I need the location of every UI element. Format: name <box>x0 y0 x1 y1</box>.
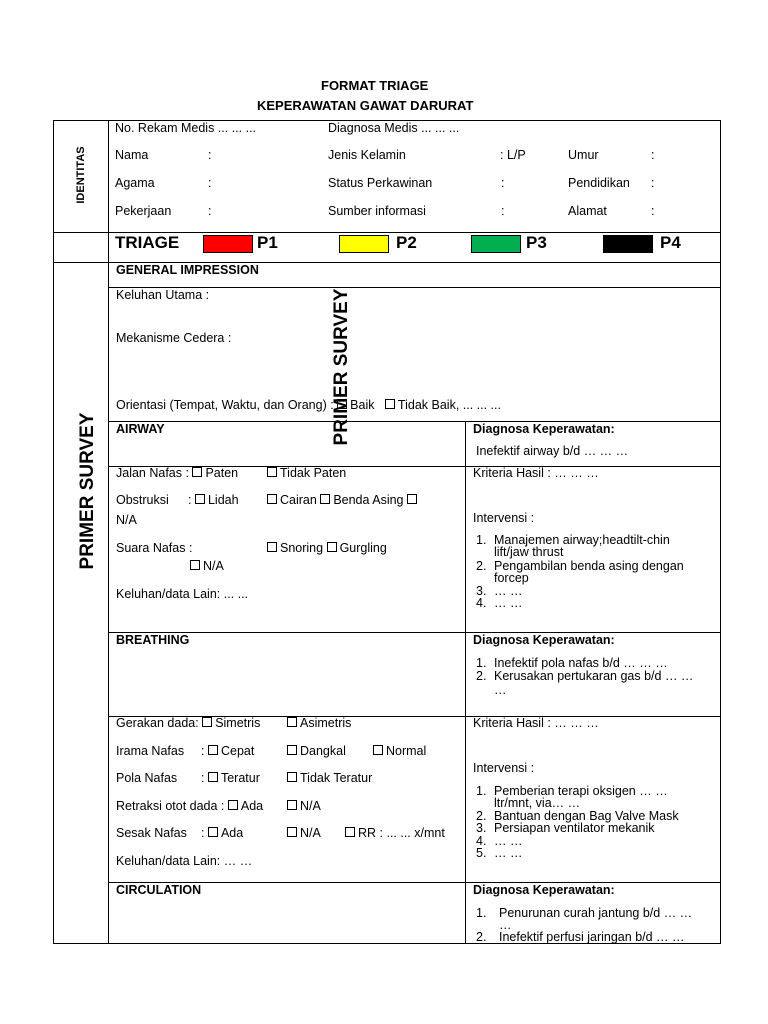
breathing-intervention-line: Pemberian terapi oksigen … … <box>494 784 668 798</box>
airway-diagnosa-heading: Diagnosa Keperawatan: <box>473 422 615 436</box>
tidak-teratur-option <box>287 771 372 785</box>
breathing-intervention-num: 4. <box>476 834 487 848</box>
irama-nafas-label: Irama Nafas <box>116 744 185 758</box>
alamat-label: Alamat <box>568 204 607 218</box>
triage-p4-label: P4 <box>660 233 681 252</box>
sesak-ada-option <box>201 826 243 840</box>
cepat-label: Cepat <box>220 744 255 758</box>
rr-label: RR : ... ... x/mnt <box>358 826 445 840</box>
breathing-diagnosa-heading: Diagnosa Keperawatan: <box>473 633 615 647</box>
dangkal-checkbox[interactable] <box>287 745 297 755</box>
agama-label: Agama <box>115 176 155 190</box>
dangkal-option <box>287 744 346 758</box>
column-divider <box>108 120 109 943</box>
teratur-option <box>201 771 260 785</box>
breathing-diagnosa-line: Kerusakan pertukaran gas b/d … … <box>494 669 694 683</box>
general-impression-heading: GENERAL IMPRESSION <box>116 263 259 277</box>
cairan-label: Cairan <box>280 493 317 507</box>
obstruksi-colon: : <box>188 493 192 507</box>
retraksi-na-option <box>287 799 321 813</box>
nama-label: Nama <box>115 148 149 162</box>
snoring-label: Snoring <box>280 541 324 555</box>
retraksi-na-label: N/A <box>300 799 321 813</box>
tidak-teratur-checkbox[interactable] <box>287 772 297 782</box>
circulation-diagnosa-line: Inefektif perfusi jaringan b/d … … <box>499 930 685 944</box>
airway-intervention-line: lift/jaw thrust <box>494 545 564 559</box>
breathing-diagnosa-line: Inefektif pola nafas b/d … … … <box>494 656 668 670</box>
lidah-label: Lidah <box>207 493 239 507</box>
airway-intervention-num: 1. <box>476 533 487 547</box>
irama-colon: : <box>201 744 205 758</box>
jalan-nafas-label: Jalan Nafas : <box>116 466 189 480</box>
umur-label: Umur <box>568 148 599 162</box>
triage-p2-swatch[interactable] <box>339 235 389 253</box>
teratur-checkbox[interactable] <box>208 772 218 782</box>
status-perkawinan-label: Status Perkawinan <box>328 176 433 190</box>
teratur-label: Teratur <box>220 771 260 785</box>
sesak-ada-checkbox[interactable] <box>208 827 218 837</box>
no-rekam-medis: No. Rekam Medis ... ... ... <box>115 121 257 135</box>
retraksi-ada-label: Ada <box>240 799 264 813</box>
asimetris-label: Asimetris <box>300 716 352 730</box>
orientasi-baik-label: Baik <box>350 398 375 412</box>
simetris-checkbox[interactable] <box>202 717 212 727</box>
tidak-paten-option <box>267 466 346 480</box>
primer-survey-side-label: PRIMER SURVEY <box>77 412 98 570</box>
snoring-checkbox[interactable] <box>267 542 277 552</box>
pola-colon: : <box>201 771 205 785</box>
breathing-kriteria-hasil: Kriteria Hasil : … … … <box>473 716 599 730</box>
breathing-intervensi-label: Intervensi : <box>473 761 535 775</box>
status-perkawinan-colon: : <box>501 176 505 190</box>
circulation-diagnosa-heading: Diagnosa Keperawatan: <box>473 883 615 897</box>
airway-intervention-line: forcep <box>494 571 529 585</box>
airway-keluhan-label: Keluhan/data Lain: ... ... <box>116 587 249 601</box>
orientasi-label: Orientasi (Tempat, Waktu, dan Orang) : <box>116 398 334 412</box>
circulation-heading: CIRCULATION <box>116 883 202 897</box>
obstruksi-label: Obstruksi <box>116 493 169 507</box>
jalan-nafas-row <box>116 466 238 480</box>
obstruksi-lidah-option <box>188 493 239 507</box>
circulation-diagnosa-line: Penurunan curah jantung b/d … … <box>499 906 693 920</box>
pekerjaan-label: Pekerjaan <box>115 204 172 218</box>
retraksi-na-checkbox[interactable] <box>287 800 297 810</box>
suara-na-label: N/A <box>203 559 224 573</box>
breathing-intervention-line: Persiapan ventilator mekanik <box>494 821 655 835</box>
sesak-ada-label: Ada <box>220 826 244 840</box>
irama-cepat-option <box>201 744 254 758</box>
airway-kriteria-hasil: Kriteria Hasil : … … … <box>473 466 599 480</box>
rr-checkbox[interactable] <box>345 827 355 837</box>
retraksi-label: Retraksi otot dada : <box>116 799 225 813</box>
airway-intervention-num: 2. <box>476 559 487 573</box>
tidak-teratur-label: Tidak Teratur <box>300 771 373 785</box>
form-title: FORMAT TRIAGE <box>321 78 429 93</box>
alamat-colon: : <box>651 204 655 218</box>
column-divider <box>465 421 466 943</box>
airway-intervention-line: … … <box>494 584 523 598</box>
retraksi-row <box>116 799 263 813</box>
breathing-intervention-num: 5. <box>476 846 487 860</box>
breathing-diagnosa-num: 2. <box>476 669 487 683</box>
cairan-checkbox[interactable] <box>267 494 277 504</box>
breathing-intervention-num: 3. <box>476 821 487 835</box>
tidak-paten-checkbox[interactable] <box>267 467 277 477</box>
gerakan-dada-row <box>116 716 260 730</box>
pola-nafas-label: Pola Nafas <box>116 771 178 785</box>
paten-label: Paten <box>205 466 239 480</box>
triage-p3-label: P3 <box>526 233 547 252</box>
airway-intervention-num: 3. <box>476 584 487 598</box>
obstruksi-na-label: N/A <box>116 513 137 527</box>
breathing-intervention-line: … … <box>494 846 523 860</box>
row-divider <box>108 421 721 422</box>
circulation-diagnosa-num: 2. <box>476 930 487 944</box>
jenis-kelamin-label: Jenis Kelamin <box>328 148 406 162</box>
sesak-colon: : <box>201 826 205 840</box>
benda-asing-checkbox[interactable] <box>320 494 330 504</box>
benda-asing-label: Benda Asing <box>333 493 404 507</box>
orientasi-tidak-baik-checkbox[interactable] <box>385 399 395 409</box>
triage-label: TRIAGE <box>115 233 180 252</box>
retraksi-ada-checkbox[interactable] <box>228 800 238 810</box>
diagnosa-medis: Diagnosa Medis ... ... ... <box>328 121 460 135</box>
breathing-intervention-num: 2. <box>476 809 487 823</box>
nama-colon: : <box>208 148 212 162</box>
breathing-diagnosa-line: … <box>494 683 507 697</box>
table-border-right <box>720 120 721 943</box>
sesak-nafas-label: Sesak Nafas <box>116 826 187 840</box>
airway-heading: AIRWAY <box>116 422 165 436</box>
row-divider <box>108 632 721 633</box>
airway-intervensi-label: Intervensi : <box>473 511 535 525</box>
normal-option <box>373 744 426 758</box>
rr-option <box>345 826 445 840</box>
breathing-diagnosa-num: 1. <box>476 656 487 670</box>
mekanisme-cedera-label: Mekanisme Cedera : <box>116 331 232 345</box>
primer-survey-center-label: PRIMER SURVEY <box>331 288 352 446</box>
triage-p2-label: P2 <box>396 233 417 252</box>
triage-p4-swatch[interactable] <box>603 235 653 253</box>
breathing-intervention-num: 1. <box>476 784 487 798</box>
asimetris-option <box>287 716 351 730</box>
normal-label: Normal <box>386 744 427 758</box>
normal-checkbox[interactable] <box>373 745 383 755</box>
umur-colon: : <box>651 148 655 162</box>
airway-intervention-num: 4. <box>476 596 487 610</box>
paten-checkbox[interactable] <box>192 467 202 477</box>
orientasi-tidak-baik-label: Tidak Baik, ... ... ... <box>397 398 501 412</box>
lidah-checkbox[interactable] <box>195 494 205 504</box>
identitas-label: IDENTITAS <box>75 146 87 204</box>
obstruksi-others <box>267 493 420 507</box>
pendidikan-colon: : <box>651 176 655 190</box>
orientasi-row <box>116 398 501 412</box>
cepat-checkbox[interactable] <box>208 745 218 755</box>
breathing-intervention-line: ltr/mnt, via… … <box>494 796 581 810</box>
sesak-na-label: N/A <box>300 826 321 840</box>
triage-p1-label: P1 <box>257 233 278 252</box>
simetris-label: Simetris <box>215 716 261 730</box>
sesak-na-option <box>287 826 321 840</box>
airway-intervention-line: Pengambilan benda asing dengan <box>494 559 684 573</box>
airway-diagnosa-item: Inefektif airway b/d … … … <box>476 444 629 458</box>
dangkal-label: Dangkal <box>300 744 346 758</box>
breathing-keluhan-label: Keluhan/data Lain: … … <box>116 854 253 868</box>
suara-na-checkbox[interactable] <box>190 560 200 570</box>
obstruksi-na-checkbox[interactable] <box>407 494 417 504</box>
orientasi-baik-checkbox[interactable] <box>337 399 347 409</box>
triage-p3-swatch[interactable] <box>471 235 521 253</box>
sesak-na-checkbox[interactable] <box>287 827 297 837</box>
jenis-kelamin-value: : L/P <box>500 148 526 162</box>
suara-nafas-options <box>267 541 387 555</box>
circulation-diagnosa-line: … <box>499 918 512 932</box>
breathing-heading: BREATHING <box>116 633 190 647</box>
triage-p1-swatch[interactable] <box>203 235 253 253</box>
agama-colon: : <box>208 176 212 190</box>
circulation-diagnosa-num: 1. <box>476 906 487 920</box>
form-subtitle: KEPERAWATAN GAWAT DARURAT <box>257 98 474 113</box>
airway-intervention-line: … … <box>494 596 523 610</box>
suara-na-option <box>190 559 224 573</box>
pendidikan-label: Pendidikan <box>568 176 630 190</box>
tidak-paten-label: Tidak Paten <box>280 466 347 480</box>
sumber-informasi-label: Sumber informasi <box>328 204 426 218</box>
gurgling-checkbox[interactable] <box>327 542 337 552</box>
airway-intervention-line: Manajemen airway;headtilt-chin <box>494 533 670 547</box>
table-border-left <box>53 120 54 943</box>
pekerjaan-colon: : <box>208 204 212 218</box>
suara-nafas-label: Suara Nafas : <box>116 541 193 555</box>
sumber-informasi-colon: : <box>501 204 505 218</box>
breathing-intervention-line: Bantuan dengan Bag Valve Mask <box>494 809 679 823</box>
asimetris-checkbox[interactable] <box>287 717 297 727</box>
keluhan-utama-label: Keluhan Utama : <box>116 288 210 302</box>
gerakan-dada-label: Gerakan dada: <box>116 716 199 730</box>
breathing-intervention-line: … … <box>494 834 523 848</box>
gurgling-label: Gurgling <box>339 541 387 555</box>
